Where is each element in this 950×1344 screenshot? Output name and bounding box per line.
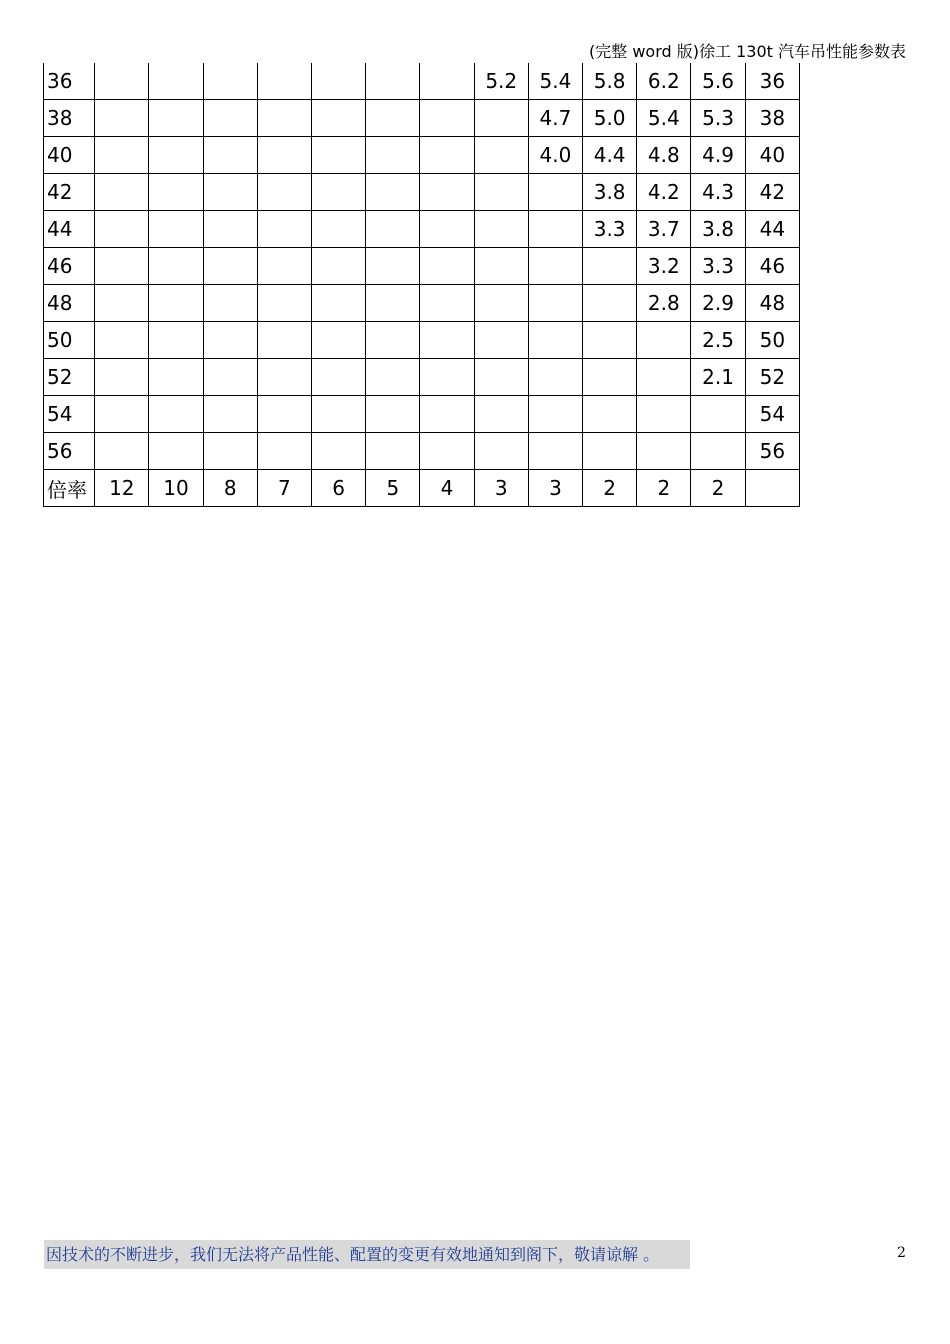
load-cell [95, 359, 149, 396]
load-cell [312, 433, 366, 470]
load-cell: 4.8 [637, 137, 691, 174]
load-cell [257, 174, 311, 211]
load-chart-body [44, 63, 800, 507]
radius-cell: 40 [44, 137, 95, 174]
load-cell [149, 433, 203, 470]
table-row [44, 322, 800, 359]
reeving-cell: 10 [149, 470, 203, 507]
load-cell [312, 211, 366, 248]
reeving-cell: 8 [203, 470, 257, 507]
radius-cell: 50 [44, 322, 95, 359]
load-cell [257, 248, 311, 285]
load-cell [420, 359, 474, 396]
load-cell [203, 174, 257, 211]
reeving-cell: 12 [95, 470, 149, 507]
radius-repeat-cell: 42 [745, 174, 799, 211]
load-cell: 3.3 [583, 211, 637, 248]
load-cell [203, 63, 257, 100]
load-cell [149, 137, 203, 174]
load-cell [203, 322, 257, 359]
load-cell [149, 174, 203, 211]
load-cell [257, 359, 311, 396]
radius-cell: 36 [44, 63, 95, 100]
load-cell [366, 211, 420, 248]
reeving-cell: 4 [420, 470, 474, 507]
load-cell [583, 248, 637, 285]
load-cell [95, 396, 149, 433]
load-cell [203, 248, 257, 285]
table-row [44, 433, 800, 470]
load-cell [474, 211, 528, 248]
load-cell: 5.8 [583, 63, 637, 100]
radius-cell: 44 [44, 211, 95, 248]
radius-cell: 56 [44, 433, 95, 470]
load-cell [95, 322, 149, 359]
load-cell [528, 174, 582, 211]
load-cell [149, 359, 203, 396]
load-cell [420, 248, 474, 285]
load-cell [474, 174, 528, 211]
load-cell [420, 322, 474, 359]
load-cell [583, 359, 637, 396]
load-cell [149, 63, 203, 100]
load-cell [583, 433, 637, 470]
load-cell [203, 137, 257, 174]
load-cell [528, 433, 582, 470]
load-cell: 5.4 [528, 63, 582, 100]
load-cell [637, 322, 691, 359]
load-cell [420, 63, 474, 100]
reeving-cell: 2 [637, 470, 691, 507]
load-cell [474, 433, 528, 470]
load-cell [583, 396, 637, 433]
load-cell [257, 137, 311, 174]
load-cell: 3.3 [691, 248, 745, 285]
table-row [44, 248, 800, 285]
reeving-row [44, 470, 800, 507]
load-cell [420, 396, 474, 433]
load-cell [203, 285, 257, 322]
load-cell [257, 433, 311, 470]
load-cell: 5.3 [691, 100, 745, 137]
radius-repeat-cell: 46 [745, 248, 799, 285]
load-cell [312, 322, 366, 359]
load-cell [583, 322, 637, 359]
load-cell [257, 100, 311, 137]
load-cell [474, 359, 528, 396]
load-cell [583, 285, 637, 322]
radius-repeat-cell: 52 [745, 359, 799, 396]
load-cell [312, 248, 366, 285]
radius-cell: 38 [44, 100, 95, 137]
load-cell [528, 396, 582, 433]
table-row [44, 137, 800, 174]
load-cell [528, 359, 582, 396]
table-row [44, 174, 800, 211]
reeving-label: 倍率 [44, 470, 95, 507]
load-cell: 2.8 [637, 285, 691, 322]
load-cell [312, 285, 366, 322]
document-header: (完整 word 版)徐工 130t 汽车吊性能参数表 [589, 42, 906, 61]
load-cell: 5.2 [474, 63, 528, 100]
load-cell: 4.0 [528, 137, 582, 174]
radius-repeat-cell: 44 [745, 211, 799, 248]
reeving-cell: 2 [691, 470, 745, 507]
radius-repeat-cell: 40 [745, 137, 799, 174]
load-cell [528, 211, 582, 248]
load-cell [366, 63, 420, 100]
load-cell [149, 285, 203, 322]
load-cell [637, 396, 691, 433]
load-cell [420, 285, 474, 322]
load-cell: 6.2 [637, 63, 691, 100]
load-cell [149, 211, 203, 248]
load-cell: 4.4 [583, 137, 637, 174]
table-row [44, 211, 800, 248]
load-cell [95, 174, 149, 211]
load-cell [366, 285, 420, 322]
load-cell [95, 433, 149, 470]
reeving-cell [745, 470, 799, 507]
load-cell [312, 63, 366, 100]
load-cell [474, 248, 528, 285]
table-row [44, 63, 800, 100]
load-cell [312, 174, 366, 211]
load-cell: 4.7 [528, 100, 582, 137]
load-cell [474, 322, 528, 359]
table-row [44, 359, 800, 396]
load-cell [420, 100, 474, 137]
radius-cell: 52 [44, 359, 95, 396]
load-cell [203, 211, 257, 248]
radius-repeat-cell: 54 [745, 396, 799, 433]
load-cell: 4.9 [691, 137, 745, 174]
load-cell: 4.2 [637, 174, 691, 211]
load-cell [95, 100, 149, 137]
load-cell [366, 322, 420, 359]
table-row [44, 100, 800, 137]
load-cell [203, 359, 257, 396]
load-cell [149, 248, 203, 285]
radius-repeat-cell: 38 [745, 100, 799, 137]
reeving-cell: 2 [583, 470, 637, 507]
load-cell: 5.4 [637, 100, 691, 137]
load-cell [95, 285, 149, 322]
radius-repeat-cell: 36 [745, 63, 799, 100]
load-cell: 3.8 [583, 174, 637, 211]
load-cell [149, 396, 203, 433]
load-cell [95, 137, 149, 174]
table-row [44, 285, 800, 322]
load-cell [312, 137, 366, 174]
load-cell [149, 100, 203, 137]
load-chart-table [43, 63, 800, 507]
load-cell [203, 396, 257, 433]
load-cell [474, 285, 528, 322]
reeving-cell: 3 [474, 470, 528, 507]
page-number: 2 [897, 1245, 906, 1261]
load-cell [95, 211, 149, 248]
reeving-cell: 6 [312, 470, 366, 507]
load-cell: 4.3 [691, 174, 745, 211]
load-cell [257, 322, 311, 359]
load-cell [420, 211, 474, 248]
load-cell [312, 396, 366, 433]
radius-repeat-cell: 50 [745, 322, 799, 359]
load-cell: 3.2 [637, 248, 691, 285]
load-cell: 5.0 [583, 100, 637, 137]
reeving-cell: 3 [528, 470, 582, 507]
load-cell [366, 248, 420, 285]
load-cell [203, 433, 257, 470]
load-cell [528, 248, 582, 285]
reeving-cell: 7 [257, 470, 311, 507]
load-cell [203, 100, 257, 137]
load-cell [95, 63, 149, 100]
load-cell: 5.6 [691, 63, 745, 100]
load-cell [312, 100, 366, 137]
load-cell [312, 359, 366, 396]
load-cell [366, 174, 420, 211]
load-cell [257, 211, 311, 248]
radius-cell: 48 [44, 285, 95, 322]
footer-notice: 因技术的不断进步，我们无法将产品性能、配置的变更有效地通知到阁下，敬请谅解 。 [44, 1240, 690, 1269]
load-cell [528, 322, 582, 359]
load-cell: 3.7 [637, 211, 691, 248]
load-cell: 3.8 [691, 211, 745, 248]
load-cell [366, 137, 420, 174]
reeving-cell: 5 [366, 470, 420, 507]
load-cell [257, 285, 311, 322]
radius-cell: 46 [44, 248, 95, 285]
load-cell [474, 100, 528, 137]
load-cell [420, 137, 474, 174]
load-cell: 2.1 [691, 359, 745, 396]
load-cell [420, 433, 474, 470]
load-cell: 2.5 [691, 322, 745, 359]
radius-cell: 54 [44, 396, 95, 433]
load-cell [95, 248, 149, 285]
load-cell [257, 396, 311, 433]
load-cell [691, 433, 745, 470]
load-cell [637, 359, 691, 396]
load-cell [474, 137, 528, 174]
load-cell [366, 396, 420, 433]
radius-repeat-cell: 56 [745, 433, 799, 470]
load-cell [528, 285, 582, 322]
load-cell [474, 396, 528, 433]
load-cell [366, 359, 420, 396]
load-cell [691, 396, 745, 433]
table-row [44, 396, 800, 433]
radius-cell: 42 [44, 174, 95, 211]
radius-repeat-cell: 48 [745, 285, 799, 322]
load-cell [637, 433, 691, 470]
load-cell [257, 63, 311, 100]
load-cell [366, 100, 420, 137]
load-cell: 2.9 [691, 285, 745, 322]
load-cell [366, 433, 420, 470]
load-cell [420, 174, 474, 211]
load-cell [149, 322, 203, 359]
